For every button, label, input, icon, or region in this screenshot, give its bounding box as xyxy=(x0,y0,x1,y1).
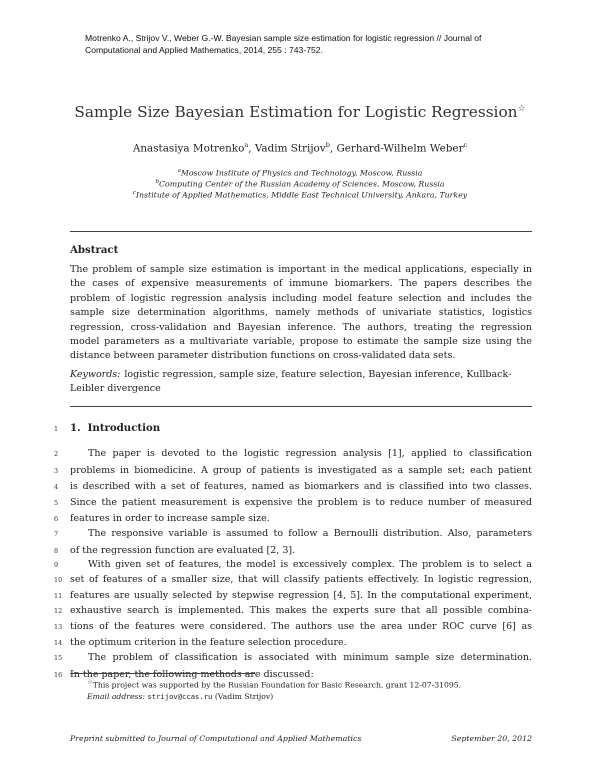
line-number: 15 xyxy=(54,654,63,662)
text-line: problems in biomedicine. A group of patients is investigated as a sample set; each patient xyxy=(70,465,532,476)
keywords xyxy=(70,368,532,397)
title-footnote-mark: ☆ xyxy=(517,103,526,114)
text-line: exhaustive search is implemented. This makes the experts sure that all possible combina- xyxy=(70,605,532,616)
text-line: set of features of a smaller size, that will classify patients effectively. In logistic regression, xyxy=(70,574,532,585)
author-affiliation-mark: b xyxy=(325,141,330,149)
text-line: of the regression function are evaluated [2, 3]. xyxy=(70,545,296,556)
abstract-text: The problem of sample size estimation is important in the medical applications, especially in the cases of expensive measurements of immune biomarkers. The papers describes the problem of logistic regression analysis including model feature selection and includes the sample size determination algorithms, namely methods of univariate statistics, logistics regression, cross-validation and Bayesian inference. The authors, treating the regression model parameters as a multivariate variable, propose to estimate the sample size using the distance between parameter distribution functions on cross-validated data sets. xyxy=(70,264,532,362)
line-number: 12 xyxy=(54,607,63,615)
text-line: With given set of features, the model is excessively complex. The problem is to select a xyxy=(88,559,532,570)
abstract-bottom-rule xyxy=(70,406,532,407)
text-line: the optimum criterion in the feature selection procedure. xyxy=(70,637,347,648)
line-number: 10 xyxy=(54,576,63,584)
line-number: 14 xyxy=(54,639,63,647)
line-number: 4 xyxy=(54,483,59,491)
page-footer xyxy=(70,734,532,743)
footer-journal: Preprint submitted to Journal of Computational and Applied Mathematics xyxy=(70,734,362,743)
footnote: ☆This project was supported by the Russian Foundation for Basic Research, grant 12-07-31095. Email address: strijov@ccas.ru (Vadim Strijov) xyxy=(87,678,462,702)
affiliation: $^a$Moscow Institute of Physics and Technology, Moscow, Russia xyxy=(177,168,423,178)
line-number: 8 xyxy=(54,547,59,555)
line-number: 7 xyxy=(54,530,59,538)
author-affiliation-mark: a xyxy=(244,141,249,149)
line-number: 5 xyxy=(54,499,59,507)
section-heading: 1. Introduction xyxy=(70,422,161,434)
footnote-mark: ☆ xyxy=(87,678,93,686)
author-name: Gerhard-Wilhelm Weber xyxy=(336,142,464,155)
text-line: The problem of classification is associated with minimum sample size determination. xyxy=(88,652,532,663)
citation-reference: Motrenko A., Strijov V., Weber G.-W. Bayesian sample size estimation for logistic regression // Journal of Computational and Applied Mathematics, 2014, 255 : 743-752. xyxy=(85,33,482,55)
author-affiliation-mark: c xyxy=(463,141,468,149)
line-number: 9 xyxy=(54,561,59,569)
text-line: Since the patient measurement is expensive the problem is to reduce number of measured xyxy=(70,497,532,508)
line-number: 16 xyxy=(54,671,63,679)
line-number: 11 xyxy=(54,592,63,600)
email-address: strijov@ccas.ru xyxy=(147,692,213,702)
line-number: 13 xyxy=(54,623,63,631)
line-number: 3 xyxy=(54,467,59,475)
text-line: is described with a set of features, named as biomarkers and is classified into two classes. xyxy=(70,481,532,492)
keywords-text: logistic regression, sample size, feature selection, Bayesian inference, Kullback-Leibler divergence xyxy=(70,369,512,395)
line-number: 6 xyxy=(54,515,59,523)
text-line: features in order to increase sample size. xyxy=(70,513,270,524)
line-number: 2 xyxy=(54,450,59,458)
line-number: 1 xyxy=(54,425,59,433)
text-line: features are usually selected by stepwise regression [4, 5]. In the computational experiment, xyxy=(70,590,532,601)
text-line: In the paper, the following methods are discussed: xyxy=(70,669,314,680)
footer-date: September 20, 2012 xyxy=(451,734,532,743)
affiliation: $^b$Computing Center of the Russian Academy of Sciences, Moscow, Russia xyxy=(155,179,445,189)
author-name: Vadim Strijov xyxy=(254,142,326,155)
text-line: The responsive variable is assumed to follow a Bernoulli distribution. Also, parameters xyxy=(88,528,532,539)
affiliation: $^c$Institute of Applied Mathematics, Middle East Technical University, Ankara, Turkey xyxy=(132,190,468,200)
footnote-rule xyxy=(70,673,255,674)
abstract-top-rule xyxy=(70,231,532,232)
text-line: The paper is devoted to the logistic regression analysis [1], applied to classification xyxy=(88,448,532,459)
author-list: Anastasiya Motrenko$^a$, Vadim Strijov$^b$, Gerhard-Wilhelm Weber$^c$ xyxy=(132,141,468,155)
author-name: Anastasiya Motrenko xyxy=(132,142,245,155)
abstract-heading: Abstract xyxy=(70,244,119,256)
keywords-label: Keywords: xyxy=(70,369,121,380)
text-line: tions of the features were considered. The authors use the area under ROC curve [6] as xyxy=(70,621,532,632)
paper-title: Sample Size Bayesian Estimation for Logistic Regression☆ xyxy=(74,103,526,121)
